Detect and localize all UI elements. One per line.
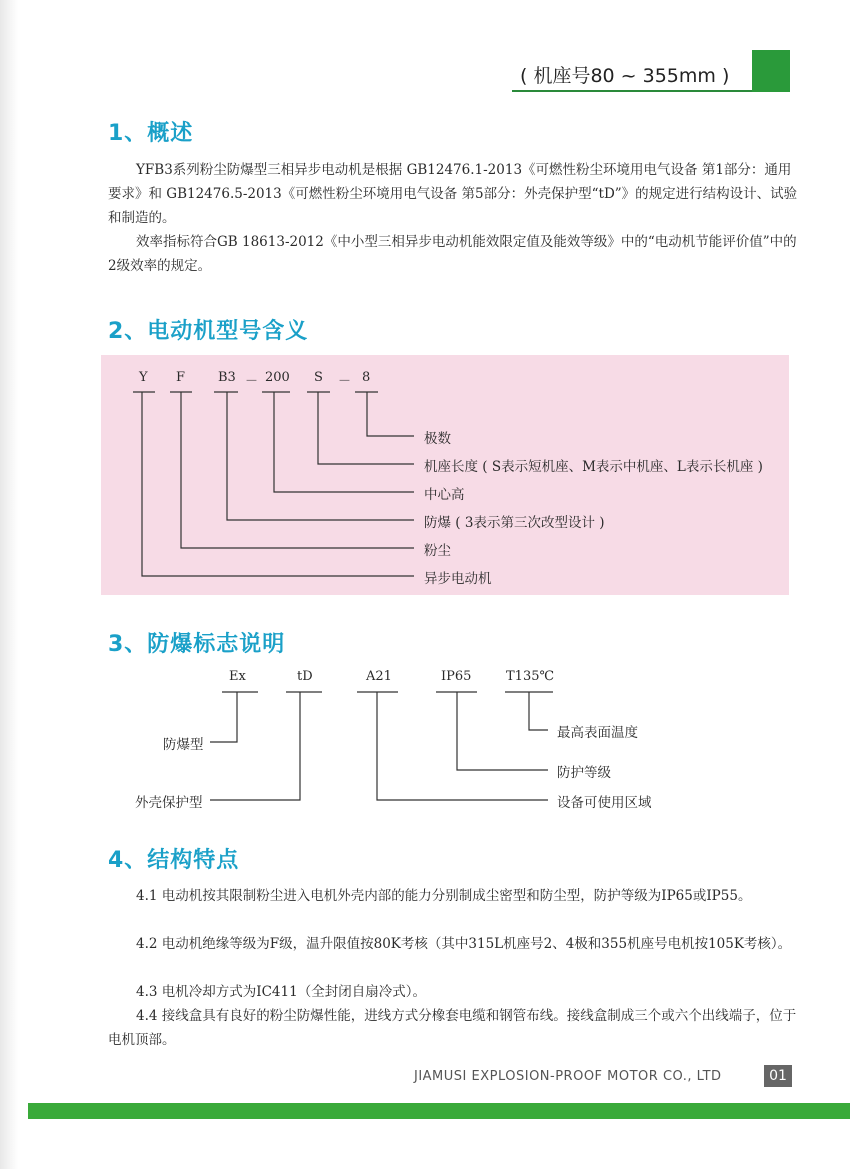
model-code-b3: B3 [218, 370, 236, 385]
model-code-8: 8 [362, 370, 371, 385]
model-code-dash-1: － [245, 374, 259, 389]
model-code-200: 200 [265, 370, 290, 385]
model-label-frame-length: 机座长度 ( S表示短机座、M表示中机座、L表示长机座 ) [424, 459, 763, 475]
mark-code-a21: A21 [366, 669, 392, 684]
mark-code-ex: Ex [229, 669, 246, 684]
mark-code-t135: T135℃ [506, 669, 555, 684]
header-frame-range: ( 机座号80 ~ 355mm ) [512, 58, 752, 92]
mark-code-ip65: IP65 [441, 669, 472, 684]
mark-code-td: tD [297, 669, 313, 684]
footer-page-number: 01 [764, 1065, 792, 1087]
model-label-explosion-proof: 防爆 ( 3表示第三次改型设计 ) [424, 515, 605, 531]
model-label-center-height: 中心高 [424, 487, 465, 503]
model-code-y: Y [139, 370, 148, 385]
model-label-poles: 极数 [424, 431, 451, 447]
mark-label-usable-zone: 设备可使用区域 [557, 795, 652, 811]
mark-label-protection-level: 防护等级 [557, 765, 611, 781]
mark-label-max-surface-temp: 最高表面温度 [557, 725, 638, 741]
section-4-item-1: 4.1 电动机按其限制粉尘进入电机外壳内部的能力分别制成尘密型和防尘型，防护等级为IP65或IP55。 [136, 888, 752, 904]
section-3-title: 3、防爆标志说明 [108, 632, 286, 657]
mark-label-enclosure-protection: 外壳保护型 [135, 795, 203, 811]
model-code-f: F [176, 370, 186, 385]
model-label-dust: 粉尘 [424, 543, 451, 559]
section-2-title: 2、电动机型号含义 [108, 319, 309, 344]
footer-company-name: JIAMUSI EXPLOSION-PROOF MOTOR CO., LTD [414, 1069, 722, 1084]
section-4-item-3: 4.3 电机冷却方式为IC411（全封闭自扇冷式）。 [136, 984, 426, 1000]
model-code-s: S [314, 370, 323, 385]
section-1-paragraph-2: 效率指标符合GB 18613-2012《中小型三相异步电动机能效限定值及能效等级》中的“电动机节能评价值”中的2级效率的规定。 [108, 234, 797, 274]
section-1-title: 1、概述 [108, 121, 194, 146]
model-code-dash-2: － [338, 374, 352, 389]
section-4-item-4: 4.4 接线盒具有良好的粉尘防爆性能，进线方式分橡套电缆和钢管布线。接线盒制成三个或六个出线端子，位于电机顶部。 [108, 1008, 797, 1048]
model-label-async-motor: 异步电动机 [424, 571, 492, 587]
footer-green-bar [28, 1103, 850, 1119]
section-4-title: 4、结构特点 [108, 848, 240, 873]
section-1-paragraph-1: YFB3系列粉尘防爆型三相异步电动机是根据 GB12476.1-2013《可燃性粉尘环境用电气设备 第1部分：通用要求》和 GB12476.5-2013《可燃性粉尘环境用电气设备 第5部分：外壳保护型“tD”》的规定进行结构设计、试验和制造的。 [108, 162, 798, 226]
section-4-item-2: 4.2 电动机绝缘等级为F级，温升限值按80K考核（其中315L机座号2、4极和355机座号电机按105K考核）。 [136, 936, 792, 952]
mark-label-explosion-type: 防爆型 [163, 737, 204, 753]
